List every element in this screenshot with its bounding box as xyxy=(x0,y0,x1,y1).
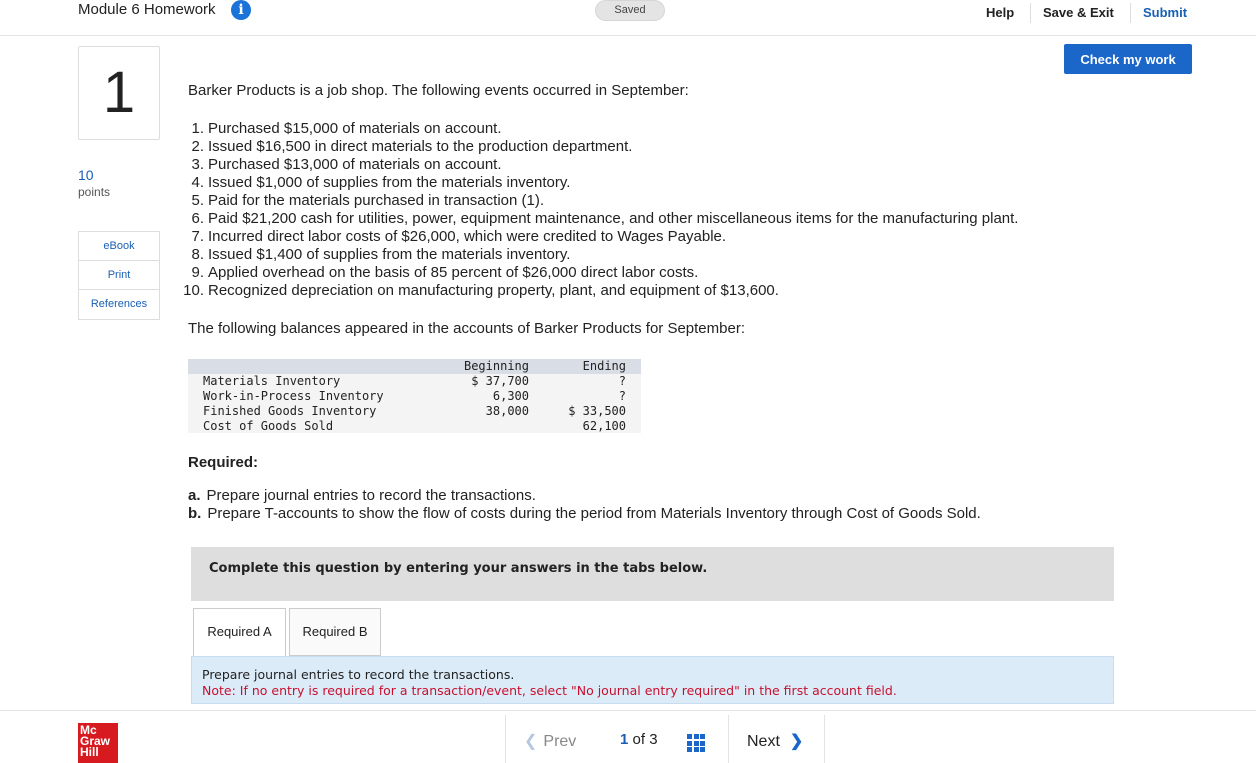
tab-required-a[interactable]: Required A xyxy=(193,608,286,657)
resource-links xyxy=(78,231,160,320)
required-text: Prepare T-accounts to show the flow of costs during the period from Materials Inventory through Cost of Goods Sold. xyxy=(207,505,981,522)
question-number: 1 xyxy=(78,46,160,140)
info-icon[interactable]: i xyxy=(231,0,251,20)
event-text: Purchased $15,000 of materials on account. xyxy=(208,120,502,137)
ending-balance: $ 33,500 xyxy=(568,404,626,418)
chevron-left-icon: ❮ xyxy=(524,733,538,750)
balances-intro: The following balances appeared in the accounts of Barker Products for September: xyxy=(188,320,745,337)
total-pages: 3 xyxy=(649,731,658,748)
event-item xyxy=(182,192,1018,210)
pagination xyxy=(505,715,825,763)
ebook-link[interactable]: eBook xyxy=(79,232,159,261)
event-number: 8. xyxy=(191,246,204,263)
table-header-row xyxy=(188,359,641,374)
required-heading: Required: xyxy=(188,454,259,471)
header-beginning: Beginning xyxy=(463,359,529,373)
tab-required-b[interactable]: Required B xyxy=(289,608,381,656)
required-item xyxy=(188,487,536,504)
header-ending: Ending xyxy=(582,359,626,373)
event-number: 2. xyxy=(191,138,204,155)
instruction-text: Prepare journal entries to record the transactions. xyxy=(202,667,515,682)
account-name: Materials Inventory xyxy=(203,374,341,388)
beginning-balance: 38,000 xyxy=(485,404,529,418)
of-label: of xyxy=(632,731,646,748)
event-text: Incurred direct labor costs of $26,000, which were credited to Wages Payable. xyxy=(208,228,727,245)
prev-button[interactable] xyxy=(524,731,576,751)
event-number: 4. xyxy=(191,174,204,191)
points-label: points xyxy=(78,185,111,199)
current-page: 1 xyxy=(620,731,629,748)
event-item xyxy=(182,120,1018,138)
required-letter: b. xyxy=(188,505,202,522)
account-name: Finished Goods Inventory xyxy=(203,404,377,418)
required-item xyxy=(188,505,981,522)
ending-balance: 62,100 xyxy=(582,419,626,433)
event-item xyxy=(182,174,1018,192)
chevron-right-icon: ❯ xyxy=(789,733,804,750)
event-item xyxy=(182,282,1018,300)
header-divider xyxy=(1130,3,1131,23)
header-divider xyxy=(1030,3,1031,23)
event-text: Applied overhead on the basis of 85 percent of $26,000 direct labor costs. xyxy=(208,264,699,281)
event-item xyxy=(182,210,1018,228)
help-link[interactable]: Help xyxy=(986,5,1015,20)
points-value: 10 xyxy=(78,167,94,183)
event-text: Paid $21,200 cash for utilities, power, equipment maintenance, and other miscellaneous items for the manufacturing plant. xyxy=(208,210,1019,227)
event-item xyxy=(182,264,1018,282)
beginning-balance: $ 37,700 xyxy=(471,374,529,388)
ending-balance: ? xyxy=(618,374,626,388)
ending-balance: ? xyxy=(618,389,626,403)
event-text: Purchased $13,000 of materials on account. xyxy=(208,156,502,173)
event-item xyxy=(182,156,1018,174)
logo-line: Graw xyxy=(80,734,111,748)
required-text: Prepare journal entries to record the transactions. xyxy=(206,487,536,504)
mcgraw-hill-logo xyxy=(78,723,118,763)
event-text: Recognized depreciation on manufacturing property, plant, and equipment of $13,600. xyxy=(208,282,779,299)
save-exit-link[interactable]: Save & Exit xyxy=(1043,5,1114,20)
top-header xyxy=(0,0,1256,36)
saved-status-badge: Saved xyxy=(595,0,665,21)
events-list xyxy=(182,120,1018,300)
pager-divider xyxy=(728,715,729,763)
event-text: Issued $1,400 of supplies from the materials inventory. xyxy=(208,246,571,263)
event-item xyxy=(182,246,1018,264)
logo-line: Mc xyxy=(80,723,97,737)
beginning-balance: 6,300 xyxy=(492,389,529,403)
event-number: 6. xyxy=(191,210,204,227)
event-number: 7. xyxy=(191,228,204,245)
check-my-work-button[interactable]: Check my work xyxy=(1064,44,1192,74)
footer-bar xyxy=(0,710,1256,763)
module-title: Module 6 Homework xyxy=(78,1,216,18)
complete-prompt: Complete this question by entering your answers in the tabs below. xyxy=(209,561,708,576)
event-number: 9. xyxy=(191,264,204,281)
grid-icon[interactable] xyxy=(687,734,705,752)
event-item xyxy=(182,138,1018,156)
balances-table xyxy=(188,359,641,433)
next-button[interactable] xyxy=(747,731,803,751)
event-text: Issued $1,000 of supplies from the materials inventory. xyxy=(208,174,571,191)
event-number: 1. xyxy=(191,120,204,137)
submit-link[interactable]: Submit xyxy=(1143,5,1188,20)
page-indicator xyxy=(620,731,658,748)
required-letter: a. xyxy=(188,487,201,504)
instruction-box xyxy=(191,656,1114,704)
event-number: 3. xyxy=(191,156,204,173)
instruction-note: Note: If no entry is required for a transaction/event, select "No journal entry required" in the first account field. xyxy=(202,683,897,698)
event-text: Issued $16,500 in direct materials to the production department. xyxy=(208,138,633,155)
event-item xyxy=(182,228,1018,246)
event-number: 10. xyxy=(183,282,204,299)
complete-prompt-box xyxy=(191,547,1114,601)
logo-line: Hill xyxy=(80,745,99,759)
print-link[interactable]: Print xyxy=(79,261,159,290)
event-text: Paid for the materials purchased in transaction (1). xyxy=(208,192,544,209)
prev-label: Prev xyxy=(543,733,577,750)
account-name: Work-in-Process Inventory xyxy=(203,389,384,403)
event-number: 5. xyxy=(191,192,204,209)
question-intro: Barker Products is a job shop. The following events occurred in September: xyxy=(188,82,689,99)
next-label: Next xyxy=(747,733,780,750)
references-link[interactable]: References xyxy=(90,298,148,310)
account-name: Cost of Goods Sold xyxy=(203,419,334,433)
